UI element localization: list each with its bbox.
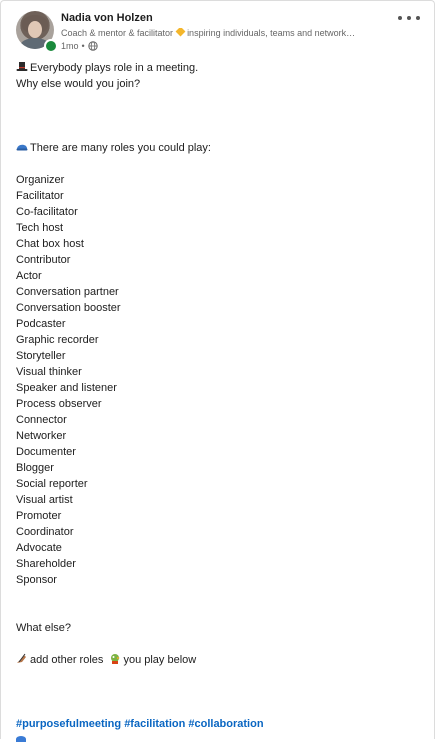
- list-item: Advocate: [16, 542, 62, 554]
- list-item: Storyteller: [16, 350, 66, 362]
- list-item: Actor: [16, 270, 42, 282]
- author-name[interactable]: Nadia von Holzen: [61, 12, 153, 24]
- list-item: Process observer: [16, 398, 102, 410]
- list-item: Contributor: [16, 254, 71, 266]
- top-hat-icon: [16, 61, 28, 73]
- list-item: Co-facilitator: [16, 206, 78, 218]
- more-options-button[interactable]: [398, 11, 420, 25]
- list-item: Conversation booster: [16, 302, 121, 314]
- writing-hand-icon: [16, 653, 28, 665]
- list-item: Visual thinker: [16, 366, 82, 378]
- list-item: Conversation partner: [16, 286, 119, 298]
- parrot-icon: [109, 653, 121, 665]
- cap-icon: [16, 141, 28, 153]
- post-header: [16, 11, 424, 55]
- post-time: 1mo: [61, 41, 79, 51]
- author-headline: [61, 28, 396, 38]
- list-item: Coordinator: [16, 526, 74, 538]
- headline-text: Coach & mentor & facilitator: [61, 28, 174, 38]
- intro-line-1: Everybody plays role in a meeting.: [16, 60, 421, 76]
- roles-intro: There are many roles you could play:: [16, 140, 421, 156]
- list-item: Tech host: [16, 222, 64, 234]
- list-item: Chat box host: [16, 238, 84, 250]
- roles-list: [16, 172, 421, 588]
- post-meta: [61, 41, 98, 51]
- list-item: Networker: [16, 430, 67, 442]
- globe-icon: [88, 41, 98, 51]
- more-horizontal-icon: [398, 16, 402, 20]
- hashtag-facilitation[interactable]: #facilitation: [124, 718, 186, 730]
- hashtag-collaboration[interactable]: #collaboration: [188, 718, 264, 730]
- hashtag-purposefulmeeting[interactable]: #purposefulmeeting: [16, 718, 122, 730]
- headline-tail-text: inspiring individuals, teams and network…: [187, 28, 356, 38]
- intro-line-2: Why else would you join?: [16, 78, 141, 90]
- list-item: Social reporter: [16, 478, 88, 490]
- list-item: Shareholder: [16, 558, 76, 570]
- cta-line: add other roles you play below: [16, 652, 421, 668]
- list-item: Sponsor: [16, 574, 57, 586]
- list-item: Documenter: [16, 446, 76, 458]
- reaction-icon: [16, 736, 26, 742]
- list-item: Connector: [16, 414, 67, 426]
- list-item: Podcaster: [16, 318, 66, 330]
- list-item: Promoter: [16, 510, 62, 522]
- diamond-icon: [176, 28, 186, 36]
- list-item: Blogger: [16, 462, 54, 474]
- meta-separator: •: [81, 41, 85, 51]
- list-item: Graphic recorder: [16, 334, 99, 346]
- question-line: What else?: [16, 622, 72, 634]
- list-item: Visual artist: [16, 494, 73, 506]
- online-status-indicator: [44, 39, 58, 53]
- list-item: Facilitator: [16, 190, 64, 202]
- post-body: [16, 60, 421, 732]
- hashtags: [16, 716, 421, 732]
- list-item: Speaker and listener: [16, 382, 117, 394]
- list-item: Organizer: [16, 174, 65, 186]
